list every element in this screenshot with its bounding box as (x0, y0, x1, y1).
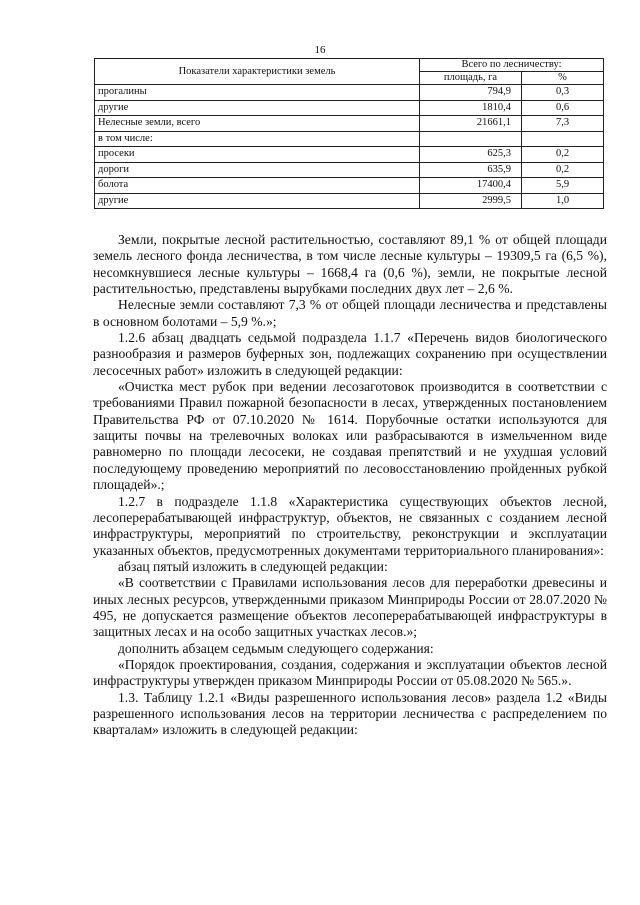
paragraph-nonforest: Нелесные земли составляют 7,3 % от общей площади лесничества и представлены в основном болотами – 5,9 %.»; (93, 297, 607, 329)
paragraph-1-2-7: 1.2.7 в подразделе 1.1.8 «Характеристика существующих объектов лесной, лесоперерабатывающей инфраструктур, объектов, не связанных с созданием лесной инфраструктуры, мероприятий по строительству, реконструкции и эксплуатации указанных объектов, предусмотренных документами территориального планирования»: (93, 493, 607, 558)
land-characteristics-table (94, 58, 604, 209)
paragraph-forest-covered: Земли, покрытые лесной растительностью, составляют 89,1 % от общей площади земель лесного фонда лесничества, в том числе лесные культуры – 19309,5 га (6,5 %), несомкнувшиеся лесные культуры – 1668,4 га (0,6 %), земли, не покрытые лесной растительностью, представлены вырубками последних двух лет – 2,6 %. (93, 232, 607, 297)
row-area (420, 131, 522, 147)
row-label: другие (95, 193, 420, 209)
paragraph-1-3: 1.3. Таблицу 1.2.1 «Виды разрешенного использования лесов» раздела 1.2 «Виды разрешенного использования лесов на территории лесничества с распределением по кварталам» изложить в следующей редакции: (93, 689, 607, 738)
table-row (95, 100, 604, 116)
row-label: болота (95, 178, 420, 194)
row-percent (522, 131, 604, 147)
header-area: площадь, га (420, 72, 522, 85)
table-row (95, 162, 604, 178)
row-label: дороги (95, 162, 420, 178)
row-area: 21661,1 (420, 116, 522, 132)
paragraph-procedure-quote: «Порядок проектирования, создания, содержания и эксплуатации объектов лесной инфраструктуры утвержден приказом Минприроды России от 05.08.2020 № 565.». (93, 656, 607, 689)
header-indicator: Показатели характеристики земель (95, 59, 420, 85)
row-label: Нелесные земли, всего (95, 116, 420, 132)
row-area: 794,9 (420, 85, 522, 101)
row-percent: 5,9 (522, 178, 604, 194)
row-label: в том числе: (95, 131, 420, 147)
row-percent: 0,2 (522, 162, 604, 178)
paragraph-1-2-6: 1.2.6 абзац двадцать седьмой подраздела 1.1.7 «Перечень видов биологического разнообразия и размеров буферных зон, подлежащих сохранению при осуществлении лесосечных работ» изложить в следующей редакции: (93, 330, 607, 378)
document-body (93, 232, 607, 739)
header-total: Всего по лесничеству: (420, 59, 604, 72)
page-number: 16 (314, 44, 326, 56)
row-area: 1810,4 (420, 100, 522, 116)
table-row (95, 193, 604, 209)
row-area: 17400,4 (420, 178, 522, 194)
row-area: 635,9 (420, 162, 522, 178)
row-percent: 7,3 (522, 116, 604, 132)
table-row (95, 85, 604, 101)
header-percent: % (522, 72, 604, 85)
paragraph-seventh-abzats: дополнить абзацем седьмым следующего содержания: (118, 640, 434, 656)
row-area: 625,3 (420, 147, 522, 163)
table-header-row (95, 59, 604, 72)
row-percent: 0,6 (522, 100, 604, 116)
row-percent: 1,0 (522, 193, 604, 209)
row-percent: 0,3 (522, 85, 604, 101)
table-row (95, 116, 604, 132)
paragraph-cleaning-quote: «Очистка мест рубок при ведении лесозаготовок производится в соответствии с требованиями Правил пожарной безопасности в лесах, утвержденных постановлением Правительства РФ от 07.10.2020 № 1614. Порубочные остатки используются для защиты почвы на трелевочных волоках или разбрасываются в измельченном виде равномерно по площади лесосеки, не создавая препятствий и не ухудшая условий последующему проведению мероприятий по лесовосстановлению пройденных рубкой площадей».; (93, 379, 607, 493)
row-percent: 0,2 (522, 147, 604, 163)
table-row (95, 131, 604, 147)
row-area: 2999,5 (420, 193, 522, 209)
row-label: просеки (95, 147, 420, 163)
paragraph-rules-quote: «В соответствии с Правилами использования лесов для переработки древесины и иных лесных ресурсов, утвержденными приказом Минприроды России от 28.07.2020 № 495, не допускается размещение объектов лесоперерабатывающей инфраструктуры в защитных лесах и на особо защитных участках лесов.»; (93, 575, 607, 640)
row-label: другие (95, 100, 420, 116)
paragraph-fifth-abzats: абзац пятый изложить в следующей редакции: (118, 558, 388, 574)
table-row (95, 147, 604, 163)
table-row (95, 178, 604, 194)
row-label: прогалины (95, 85, 420, 101)
